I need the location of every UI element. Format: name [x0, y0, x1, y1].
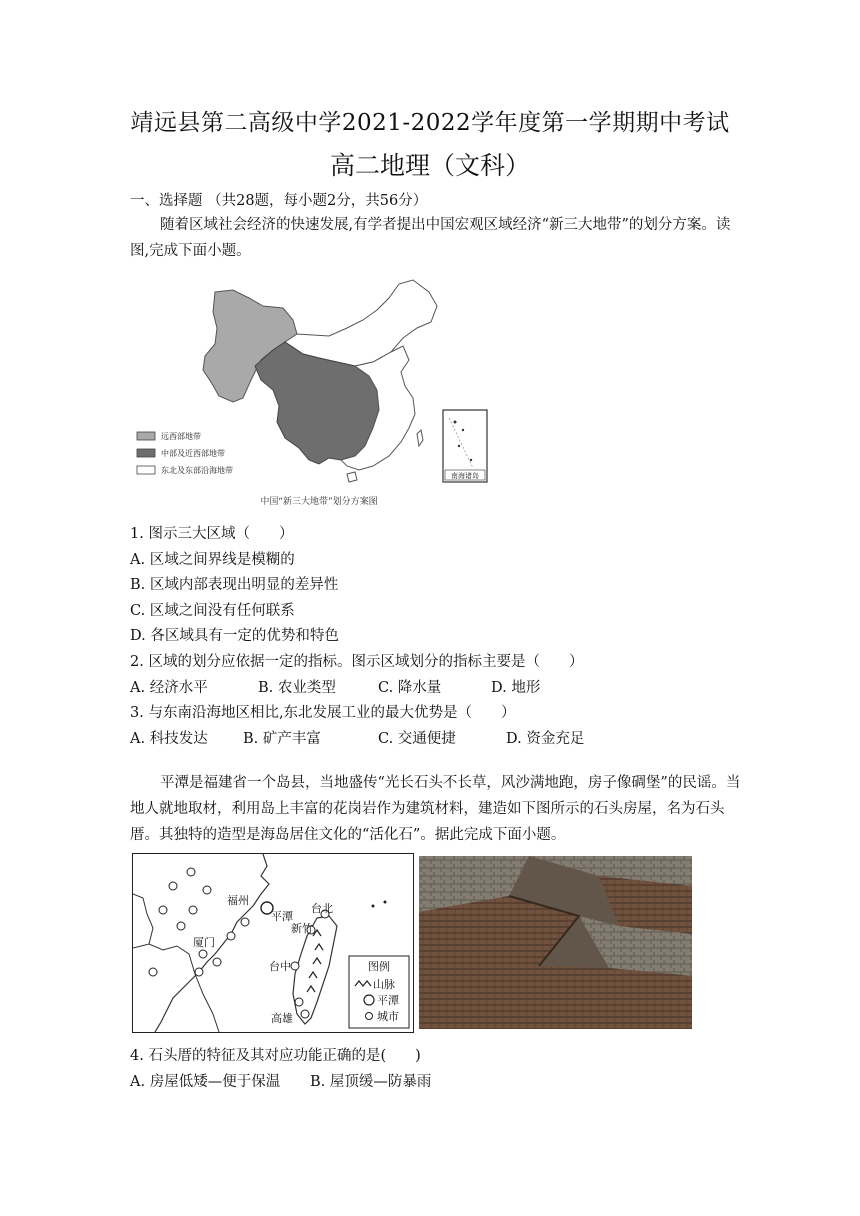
label-hsinchu: 新竹	[291, 922, 313, 935]
inset-label: 南海诸岛	[451, 472, 479, 480]
legend-city: 城市	[377, 1010, 399, 1023]
q2-option-b[interactable]: B. 农业类型	[258, 680, 336, 696]
q3-option-c[interactable]: C. 交通便捷	[378, 731, 456, 747]
q2-stem: 2. 区域的划分应依据一定的指标。图示区域划分的指标主要是（ ）	[130, 654, 584, 670]
q4-stem: 4. 石头厝的特征及其对应功能正确的是( )	[130, 1048, 421, 1064]
stone-house-photo	[419, 856, 692, 1029]
q1-option-c[interactable]: C. 区域之间没有任何联系	[130, 603, 295, 619]
q3-option-b[interactable]: B. 矿产丰富	[243, 731, 321, 747]
label-xiamen: 厦门	[193, 936, 215, 949]
q1-option-a[interactable]: A. 区域之间界线是模糊的	[130, 552, 295, 568]
q4-options	[130, 1070, 431, 1091]
label-pingtan: 平潭	[271, 910, 293, 923]
china-regions-map	[133, 270, 493, 515]
legend-mountain: 山脉	[373, 978, 395, 991]
q3-options	[130, 727, 584, 748]
legend-pingtan: 平潭	[377, 994, 399, 1007]
section-heading: 一、选择题 （共28题，每小题2分，共56分）	[130, 193, 428, 209]
legend-central: 中部及近西部地带	[161, 449, 225, 458]
q1-option-d[interactable]: D. 各区域具有一定的优势和特色	[130, 628, 339, 644]
passage-2: 平潭是福建省一个岛县，当地盛传“光长石头不长草，风沙满地跑，房子像碉堡”的民谣。当地人就地取材，利用岛上丰富的花岗岩作为建筑材料，建造如下图所示的石头房屋，名为石头厝。其独特的造型是海岛居住文化的“活化石”。据此完成下面小题。	[130, 775, 741, 843]
legend-far-west: 远西部地带	[161, 432, 201, 441]
q1-option-b[interactable]: B. 区域内部表现出明显的差异性	[130, 577, 339, 593]
legend-title: 图例	[368, 960, 390, 973]
label-taichung: 台中	[269, 960, 291, 973]
exam-title: 靖远县第二高级中学2021-2022学年度第一学期期中考试	[130, 110, 730, 136]
q4-option-b[interactable]: B. 屋顶缓—防暴雨	[310, 1074, 432, 1090]
q2-options	[130, 676, 540, 697]
q4-option-a[interactable]: A. 房屋低矮—便于保温	[130, 1074, 281, 1090]
label-kaohsiung: 高雄	[271, 1012, 293, 1025]
q2-option-a[interactable]: A. 经济水平	[130, 680, 208, 696]
q3-option-d[interactable]: D. 资金充足	[506, 731, 585, 747]
q2-option-c[interactable]: C. 降水量	[378, 680, 442, 696]
fujian-taiwan-map	[132, 853, 414, 1033]
q1-stem: 1. 图示三大区域（ ）	[130, 526, 294, 542]
passage-1: 随着区域社会经济的快速发展,有学者提出中国宏观区域经济“新三大地带”的划分方案。读图,完成下面小题。	[130, 217, 731, 259]
legend-east: 东北及东部沿海地带	[161, 466, 233, 475]
q2-option-d[interactable]: D. 地形	[491, 680, 541, 696]
label-fuzhou: 福州	[227, 894, 249, 907]
map1-caption: 中国“新三大地带”划分方案图	[260, 497, 378, 507]
q3-stem: 3. 与东南沿海地区相比,东北发展工业的最大优势是（ ）	[130, 705, 516, 721]
label-taipei: 台北	[311, 902, 333, 915]
exam-subtitle: 高二地理（文科）	[329, 151, 530, 180]
north-east-region	[285, 280, 437, 366]
q3-option-a[interactable]: A. 科技发达	[130, 731, 208, 747]
